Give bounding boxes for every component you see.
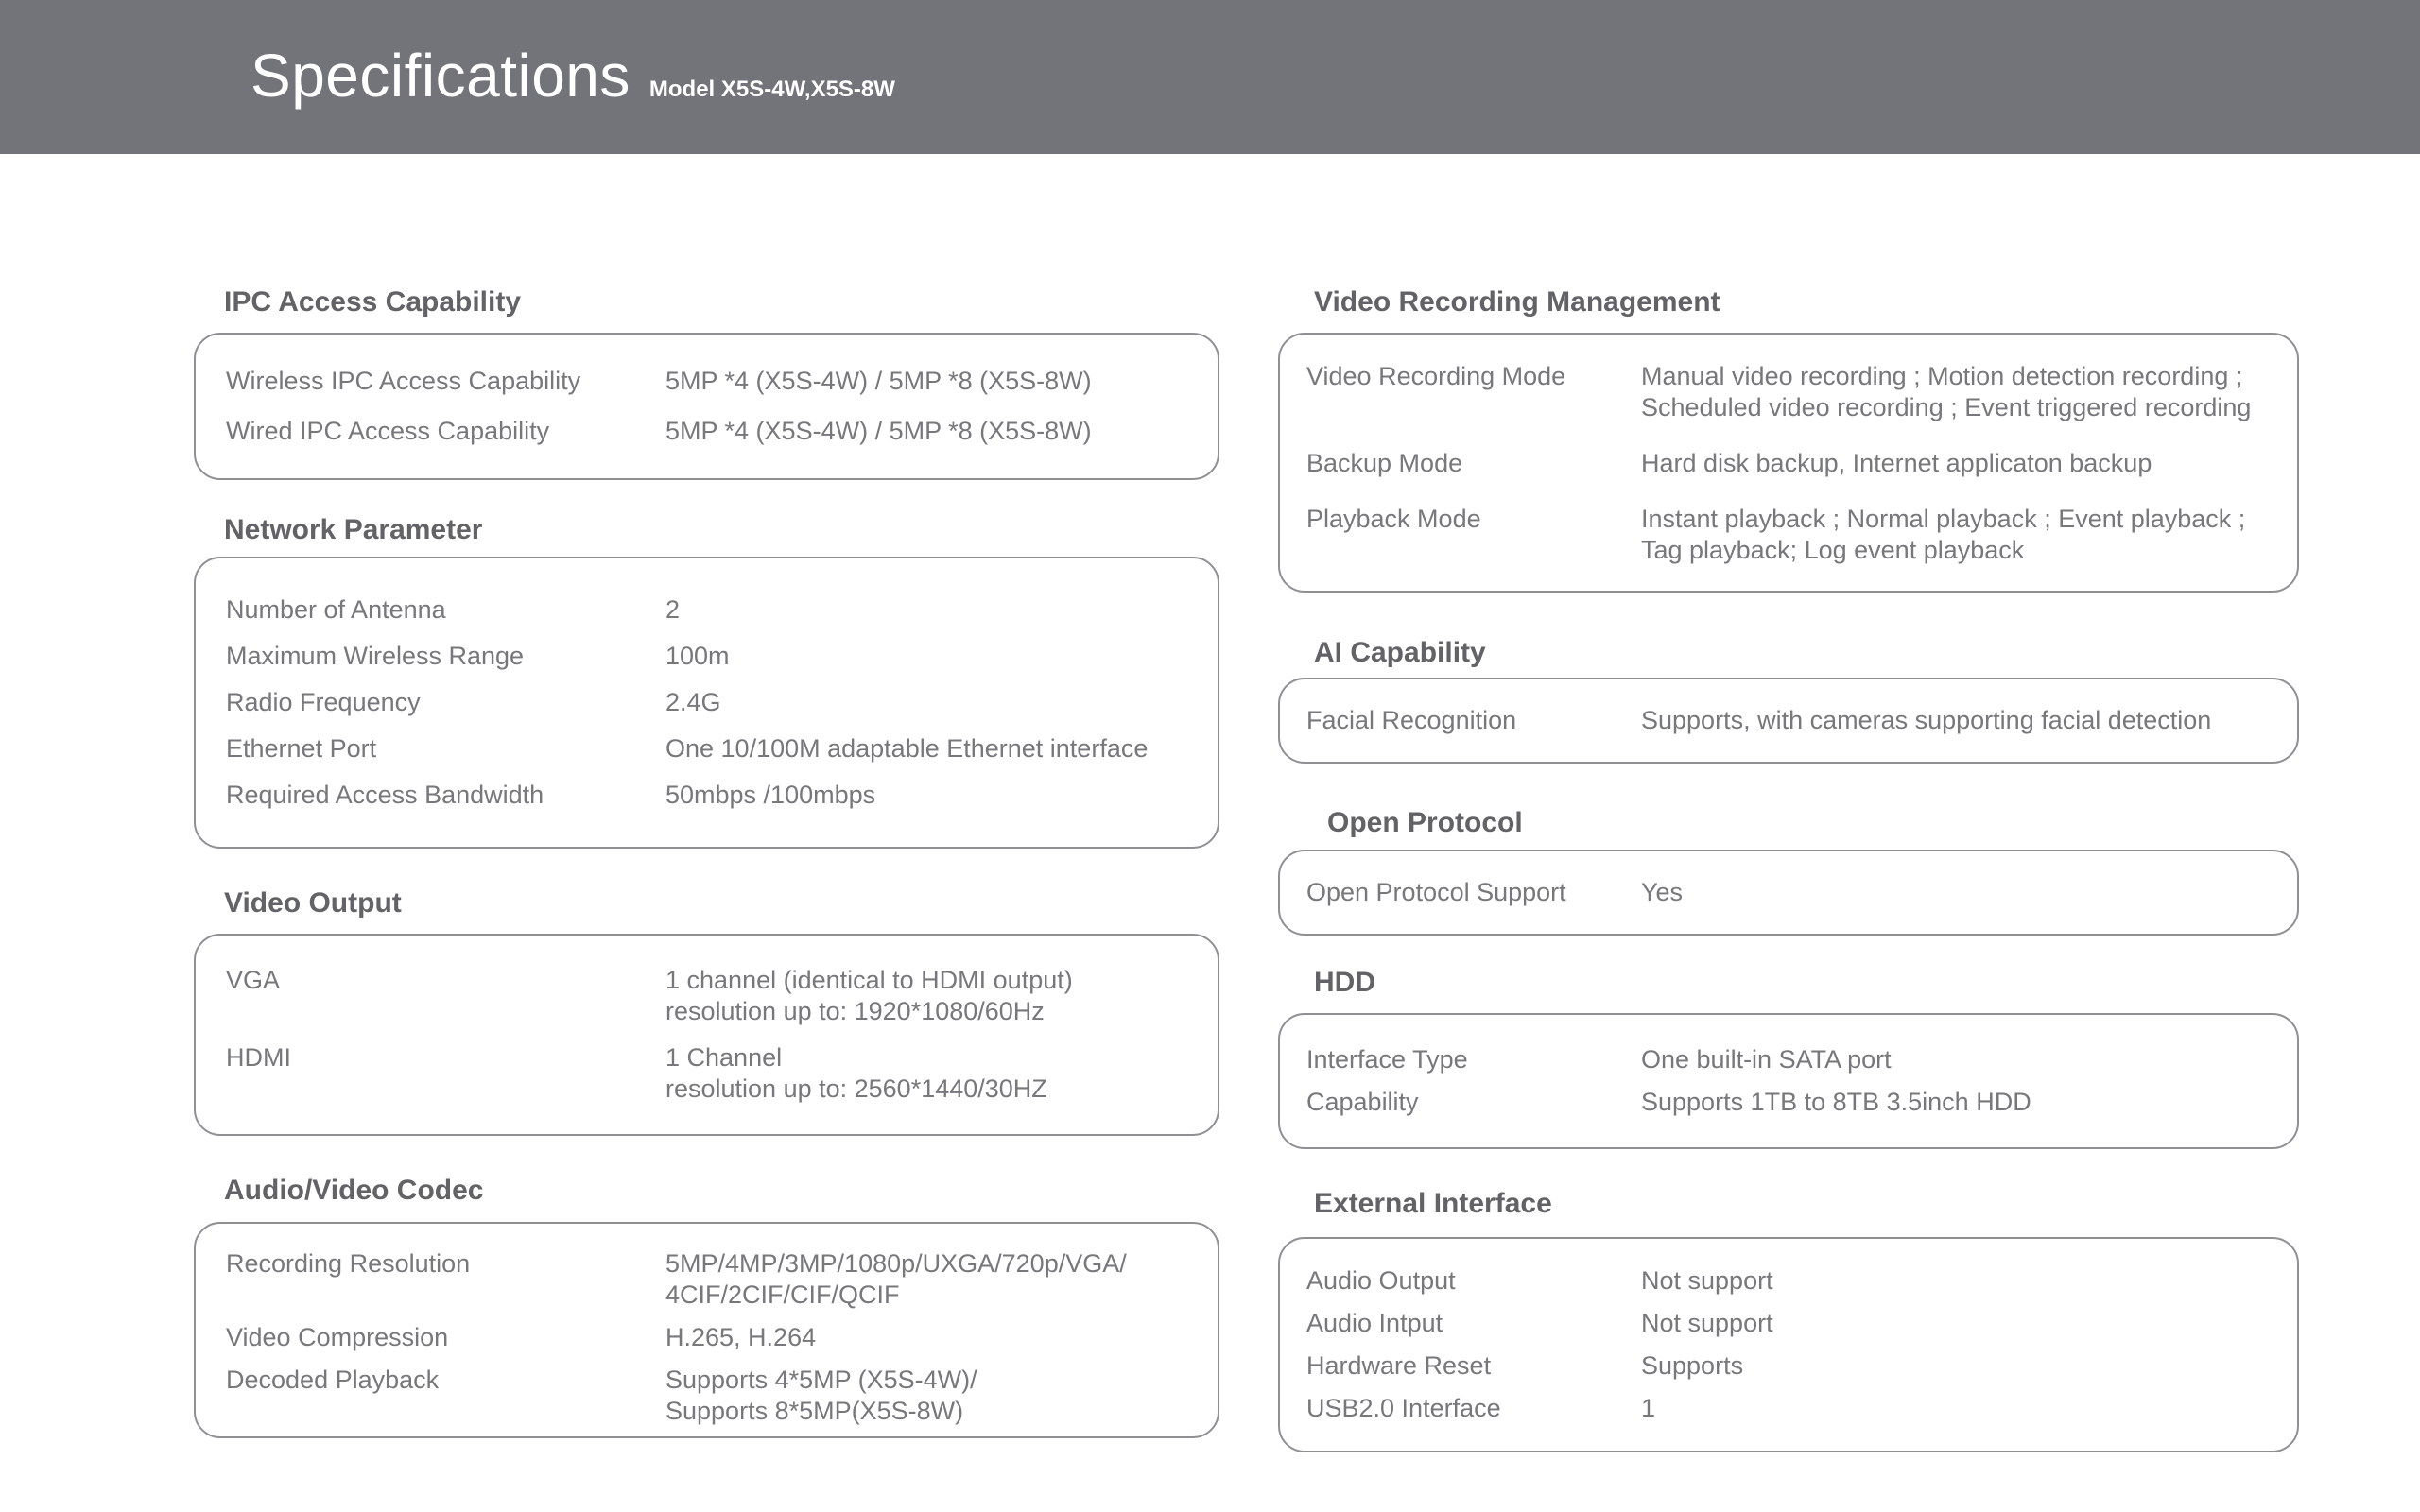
section-heading: Audio/Video Codec bbox=[224, 1175, 484, 1206]
spec-row bbox=[1306, 1081, 2274, 1124]
spec-value bbox=[1641, 504, 2274, 566]
spec-row bbox=[1306, 1039, 2274, 1081]
spec-value bbox=[666, 965, 1195, 1027]
spec-value-line: 2.4G bbox=[666, 688, 721, 716]
spec-section bbox=[1278, 635, 2299, 764]
spec-label: Video Recording Mode bbox=[1306, 362, 1566, 390]
spec-value bbox=[666, 780, 1195, 811]
spec-value bbox=[666, 1365, 1195, 1427]
spec-value-line: Not support bbox=[1641, 1309, 1773, 1337]
spec-label: Audio Output bbox=[1306, 1266, 1456, 1295]
spec-label: Required Access Bandwidth bbox=[226, 781, 544, 809]
spec-value-line: Instant playback ; Normal playback ; Event playback ; bbox=[1641, 505, 2246, 533]
spec-row bbox=[1306, 1302, 2274, 1345]
spec-row bbox=[226, 406, 1195, 456]
spec-value-line: Hard disk backup, Internet applicaton backup bbox=[1641, 449, 2152, 477]
section-heading: HDD bbox=[1314, 967, 1375, 998]
spec-label: Radio Frequency bbox=[226, 688, 421, 716]
spec-label: Audio Intput bbox=[1306, 1309, 1443, 1337]
spec-row bbox=[226, 633, 1195, 679]
spec-column-left bbox=[194, 154, 1219, 1438]
spec-label: Open Protocol Support bbox=[1306, 878, 1566, 906]
page-header bbox=[0, 0, 2420, 154]
spec-label: Ethernet Port bbox=[226, 734, 377, 763]
spec-label: Interface Type bbox=[1306, 1045, 1468, 1074]
spec-value-line: 2 bbox=[666, 595, 681, 624]
spec-box bbox=[1278, 850, 2299, 936]
spec-value bbox=[1641, 877, 2274, 908]
spec-box bbox=[194, 934, 1219, 1136]
spec-value-line: Scheduled video recording ; Event triggered recording bbox=[1641, 393, 2252, 421]
spec-row bbox=[1306, 1260, 2274, 1302]
spec-value bbox=[666, 1042, 1195, 1105]
spec-value bbox=[666, 366, 1195, 397]
spec-value-line: 1 bbox=[1641, 1394, 1656, 1422]
spec-value bbox=[666, 1248, 1195, 1311]
spec-row bbox=[1306, 705, 2274, 736]
spec-columns bbox=[0, 154, 2420, 1452]
spec-value bbox=[1641, 1393, 2274, 1424]
spec-label: Video Compression bbox=[226, 1323, 449, 1351]
section-heading: Open Protocol bbox=[1327, 807, 1523, 838]
spec-value-line: 5MP *4 (X5S-4W) / 5MP *8 (X5S-8W) bbox=[666, 367, 1092, 395]
spec-value-line: Supports bbox=[1641, 1351, 1744, 1380]
spec-row bbox=[226, 1248, 1195, 1311]
spec-row bbox=[226, 587, 1195, 633]
spec-section bbox=[1278, 284, 2299, 593]
spec-section bbox=[194, 512, 1219, 849]
spec-label: Playback Mode bbox=[1306, 505, 1481, 533]
spec-row bbox=[226, 726, 1195, 772]
spec-value-line: One built-in SATA port bbox=[1641, 1045, 1892, 1074]
spec-row bbox=[226, 356, 1195, 406]
spec-value bbox=[1641, 1087, 2274, 1118]
spec-value-line: Supports 4*5MP (X5S-4W)/ bbox=[666, 1366, 977, 1394]
spec-section bbox=[194, 885, 1219, 1136]
spec-value bbox=[1641, 1350, 2274, 1382]
spec-box bbox=[1278, 1237, 2299, 1452]
spec-row bbox=[1306, 448, 2274, 479]
page-title: Specifications bbox=[251, 42, 631, 110]
spec-box bbox=[194, 333, 1219, 480]
spec-value bbox=[1641, 705, 2274, 736]
spec-value-line: Supports 8*5MP(X5S-8W) bbox=[666, 1397, 964, 1425]
spec-value bbox=[1641, 361, 2274, 423]
spec-row bbox=[226, 1322, 1195, 1353]
spec-value bbox=[666, 687, 1195, 718]
spec-row bbox=[1306, 504, 2274, 566]
section-heading: Video Output bbox=[224, 887, 402, 919]
spec-label: Hardware Reset bbox=[1306, 1351, 1492, 1380]
spec-value-line: resolution up to: 1920*1080/60Hz bbox=[666, 997, 1045, 1025]
spec-row bbox=[1306, 1345, 2274, 1387]
spec-value bbox=[1641, 1265, 2274, 1297]
spec-value-line: Supports 1TB to 8TB 3.5inch HDD bbox=[1641, 1088, 2031, 1116]
spec-value bbox=[666, 594, 1195, 626]
spec-label: Capability bbox=[1306, 1088, 1419, 1116]
spec-label: USB2.0 Interface bbox=[1306, 1394, 1501, 1422]
spec-label: Wired IPC Access Capability bbox=[226, 417, 550, 445]
spec-label: Maximum Wireless Range bbox=[226, 642, 525, 670]
spec-value bbox=[666, 416, 1195, 447]
spec-section bbox=[1278, 1186, 2299, 1452]
spec-row bbox=[226, 1365, 1195, 1427]
spec-value-line: 1 channel (identical to HDMI output) bbox=[666, 966, 1073, 994]
spec-value-line: One 10/100M adaptable Ethernet interface bbox=[666, 734, 1149, 763]
spec-row bbox=[226, 965, 1195, 1027]
spec-box bbox=[1278, 678, 2299, 764]
spec-value-line: 5MP *4 (X5S-4W) / 5MP *8 (X5S-8W) bbox=[666, 417, 1092, 445]
spec-label: Recording Resolution bbox=[226, 1249, 471, 1278]
spec-value bbox=[1641, 1044, 2274, 1075]
spec-value bbox=[666, 1322, 1195, 1353]
spec-value bbox=[1641, 1308, 2274, 1339]
spec-row bbox=[1306, 877, 2274, 908]
spec-value-line: Yes bbox=[1641, 878, 1684, 906]
spec-value-line: 100m bbox=[666, 642, 730, 670]
model-label: Model X5S-4W,X5S-8W bbox=[648, 77, 895, 102]
spec-row bbox=[226, 772, 1195, 818]
spec-value-line: 50mbps /100mbps bbox=[666, 781, 876, 809]
section-heading: AI Capability bbox=[1314, 637, 1486, 668]
spec-row bbox=[1306, 1387, 2274, 1430]
spec-label: Decoded Playback bbox=[226, 1366, 440, 1394]
spec-value-line: Supports, with cameras supporting facial detection bbox=[1641, 706, 2212, 734]
spec-box bbox=[194, 1222, 1219, 1438]
spec-value-line: H.265, H.264 bbox=[666, 1323, 817, 1351]
spec-label: VGA bbox=[226, 966, 281, 994]
spec-label: Number of Antenna bbox=[226, 595, 446, 624]
spec-value-line: resolution up to: 2560*1440/30HZ bbox=[666, 1074, 1047, 1103]
spec-label: Wireless IPC Access Capability bbox=[226, 367, 581, 395]
spec-row bbox=[226, 679, 1195, 726]
spec-row bbox=[226, 1042, 1195, 1105]
spec-section bbox=[1278, 965, 2299, 1149]
spec-column-right bbox=[1278, 154, 2299, 1452]
spec-value-line: 5MP/4MP/3MP/1080p/UXGA/720p/VGA/ bbox=[666, 1249, 1127, 1278]
spec-value bbox=[666, 641, 1195, 672]
spec-value-line: Manual video recording ; Motion detection recording ; bbox=[1641, 362, 2243, 390]
section-heading: External Interface bbox=[1314, 1188, 1552, 1219]
spec-value bbox=[666, 733, 1195, 765]
spec-value-line: 1 Channel bbox=[666, 1043, 783, 1072]
spec-value-line: 4CIF/2CIF/CIF/QCIF bbox=[666, 1280, 900, 1309]
spec-value bbox=[1641, 448, 2274, 479]
spec-value-line: Not support bbox=[1641, 1266, 1773, 1295]
spec-box bbox=[194, 557, 1219, 849]
spec-label: HDMI bbox=[226, 1043, 291, 1072]
spec-section bbox=[1278, 805, 2299, 936]
spec-section bbox=[194, 284, 1219, 480]
spec-box bbox=[1278, 333, 2299, 593]
section-heading: Video Recording Management bbox=[1314, 286, 1720, 318]
spec-label: Facial Recognition bbox=[1306, 706, 1517, 734]
spec-box bbox=[1278, 1013, 2299, 1149]
spec-section bbox=[194, 1173, 1219, 1438]
spec-row bbox=[1306, 361, 2274, 423]
section-heading: Network Parameter bbox=[224, 514, 483, 545]
spec-value-line: Tag playback; Log event playback bbox=[1641, 536, 2025, 564]
section-heading: IPC Access Capability bbox=[224, 286, 522, 318]
spec-label: Backup Mode bbox=[1306, 449, 1463, 477]
